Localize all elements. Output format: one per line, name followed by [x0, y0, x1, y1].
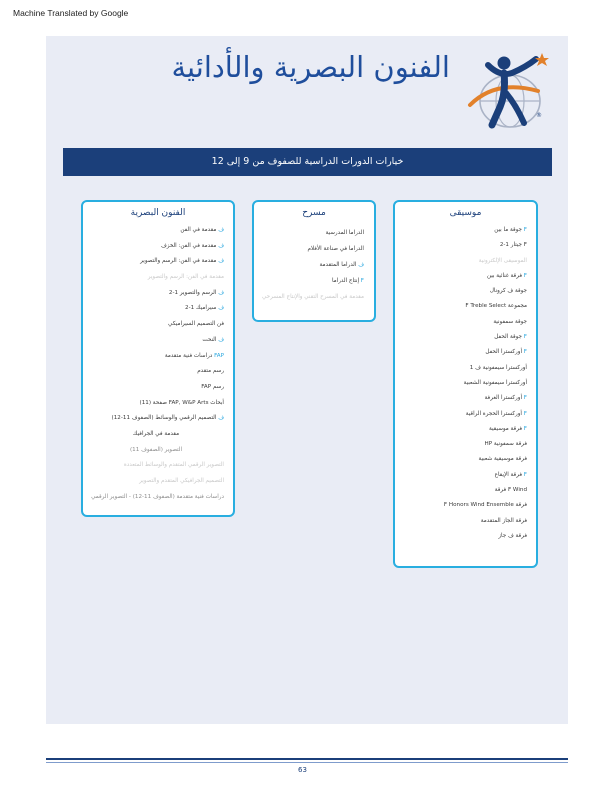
- course-mark: FAP: [214, 352, 224, 359]
- course-name: مقدمة في الفن: الرسم والتصوير: [140, 258, 217, 265]
- course-item: [399, 238, 527, 253]
- course-item: [399, 315, 527, 330]
- course-item: [88, 254, 224, 270]
- course-mark: ف: [218, 258, 224, 265]
- course-name: فرقة موسيقية: [489, 425, 522, 432]
- course-mark: F: [523, 410, 527, 417]
- course-item: [88, 411, 224, 427]
- course-item: [399, 361, 527, 376]
- course-item: [399, 468, 527, 483]
- course-name: الموسيقى الإلكترونية: [478, 257, 527, 264]
- course-mark: ف: [218, 336, 224, 343]
- course-item: [399, 299, 527, 314]
- course-item: [88, 349, 224, 365]
- course-mark: F: [523, 227, 527, 233]
- course-name: F جيتار 1-2: [499, 242, 527, 249]
- course-mark: ف: [218, 305, 224, 312]
- course-name: فرقة ف جاز: [498, 532, 527, 539]
- course-item: [88, 427, 224, 443]
- course-mark: F: [523, 425, 527, 432]
- footer-rule-thin: [46, 762, 568, 763]
- theater-heading: مسرح: [302, 208, 326, 218]
- course-mark: F: [523, 272, 527, 279]
- music-heading: موسيقى: [449, 208, 482, 218]
- theater-list: [254, 218, 374, 305]
- course-name: فرقة سمفونية HP: [484, 441, 527, 448]
- course-name: دراسات فنية متقدمة (الصفوف 11-12) - التصوير الرقمي: [91, 493, 224, 500]
- course-mark: ف: [358, 262, 364, 268]
- page-title: الفنون البصرية والأدائية: [171, 50, 450, 84]
- course-mark: F: [523, 471, 527, 478]
- course-name: التصميم الجرافيكي المتقدم والتصوير: [139, 478, 224, 484]
- course-item: [88, 380, 224, 396]
- course-item: [88, 396, 224, 412]
- course-name: الدراما المدرسية: [325, 230, 364, 236]
- course-mark: F: [523, 349, 527, 356]
- course-name: فرقة غنائية بين: [486, 272, 522, 279]
- course-name: F Wind فرقة: [494, 487, 527, 494]
- course-name: فرقة الجاز المتقدمة: [480, 517, 527, 524]
- music-card: [393, 200, 538, 568]
- svg-text:®: ®: [536, 112, 542, 119]
- course-name: فرقة F Honors Wind Ensemble: [443, 502, 527, 509]
- course-item: [399, 345, 527, 360]
- course-item: [88, 458, 224, 474]
- course-item: [260, 225, 364, 241]
- course-name: جوقة الحفل: [494, 334, 522, 341]
- course-item: [88, 333, 224, 349]
- visual-arts-card: [81, 200, 235, 517]
- course-item: [399, 223, 527, 238]
- course-item: [88, 286, 224, 302]
- course-mark: ف: [218, 415, 224, 422]
- course-item: [399, 269, 527, 284]
- course-item: [88, 490, 224, 506]
- course-item: [88, 317, 224, 333]
- school-logo-icon: [466, 45, 550, 131]
- course-name: أوركسترا الغرفة: [484, 395, 522, 402]
- visual-arts-list: [83, 218, 233, 505]
- course-item: [88, 223, 224, 239]
- course-item: [260, 241, 364, 257]
- course-name: أبحاث FAP, W&P Arts صفحة (11): [139, 399, 224, 406]
- course-name: رسم FAP: [201, 383, 224, 390]
- course-item: [399, 452, 527, 467]
- course-item: [399, 284, 527, 299]
- course-name: مقدمة في الفن: الرسم والتصوير: [147, 274, 224, 281]
- course-name: دراسات فنية متقدمة: [164, 352, 213, 359]
- course-name: رسم متقدم: [197, 368, 224, 375]
- course-name: جوقة ف كرونال: [489, 288, 527, 295]
- course-name: مقدمة في الجرافيك: [132, 430, 180, 437]
- course-item: [88, 364, 224, 380]
- course-item: [399, 514, 527, 529]
- course-item: [399, 422, 527, 437]
- course-name: مقدمة في الفن: [180, 227, 217, 233]
- course-item: [399, 407, 527, 422]
- course-item: [88, 474, 224, 490]
- theater-card: [252, 200, 376, 322]
- course-item: [399, 498, 527, 513]
- course-item: [399, 391, 527, 406]
- course-mark: F: [523, 395, 527, 402]
- course-name: مجموعة F Treble Select: [465, 303, 527, 310]
- course-name: مقدمة في الفن: الخزف: [160, 242, 217, 249]
- course-mark: F: [523, 334, 527, 341]
- course-name: التصميم الرقمي والوسائط (الصفوف 11-12): [111, 415, 217, 422]
- course-item: [88, 443, 224, 459]
- course-name: فرقة الإيقاع: [494, 471, 522, 478]
- course-mark: ف: [218, 227, 224, 233]
- machine-translated-label: Machine Translated by Google: [13, 8, 129, 18]
- course-name: أوركسترا الحفل: [485, 349, 522, 356]
- course-item: [399, 330, 527, 345]
- course-item: [88, 270, 224, 286]
- course-name: أوركسترا سيمفونية الشعبية: [463, 379, 527, 386]
- course-name: الرسم والتصوير 1-2: [168, 289, 217, 296]
- page-number: 63: [298, 766, 307, 774]
- course-item: [260, 257, 364, 273]
- course-item: [399, 376, 527, 391]
- course-name: سيراميك 1-2: [185, 305, 217, 312]
- course-name: جوقة سمفونية: [493, 318, 527, 325]
- course-name: فرقة موسيقية شعبية: [478, 456, 527, 463]
- course-name: فن التصميم السيراميكي: [168, 321, 224, 328]
- visual-arts-heading: الفنون البصرية: [130, 208, 186, 218]
- course-name: الدراما المتقدمة: [319, 262, 357, 268]
- course-name: الدراما في صناعة الأفلام: [307, 246, 364, 252]
- course-mark: ف: [218, 289, 224, 296]
- course-name: التصوير (الصفوف 11): [129, 446, 182, 453]
- course-name: جوقة ما بين: [494, 227, 522, 233]
- course-item: [88, 239, 224, 255]
- course-name: أوركسترا سيمفونية ف 1: [469, 364, 527, 371]
- course-name: أوركسترا الحجرة الراقية: [465, 410, 522, 417]
- course-item: [399, 483, 527, 498]
- course-item: [88, 301, 224, 317]
- music-list: [395, 218, 536, 544]
- course-item: [260, 273, 364, 289]
- course-name: مقدمة في المسرح التقني والإنتاج المسرحي: [262, 294, 364, 300]
- course-mark: ف: [218, 242, 224, 249]
- course-options-banner: خيارات الدورات الدراسية للصفوف من 9 إلى 12: [63, 148, 552, 176]
- course-item: [399, 529, 527, 544]
- course-name: إنتاج الدراما: [331, 278, 359, 284]
- footer-rule: [46, 758, 568, 760]
- course-item: [399, 254, 527, 269]
- course-item: [399, 437, 527, 452]
- course-name: النحت: [202, 336, 217, 343]
- course-mark: F: [360, 278, 364, 284]
- course-name: التصوير الرقمي المتقدم والوسائط المتعددة: [123, 462, 224, 469]
- course-item: [260, 289, 364, 305]
